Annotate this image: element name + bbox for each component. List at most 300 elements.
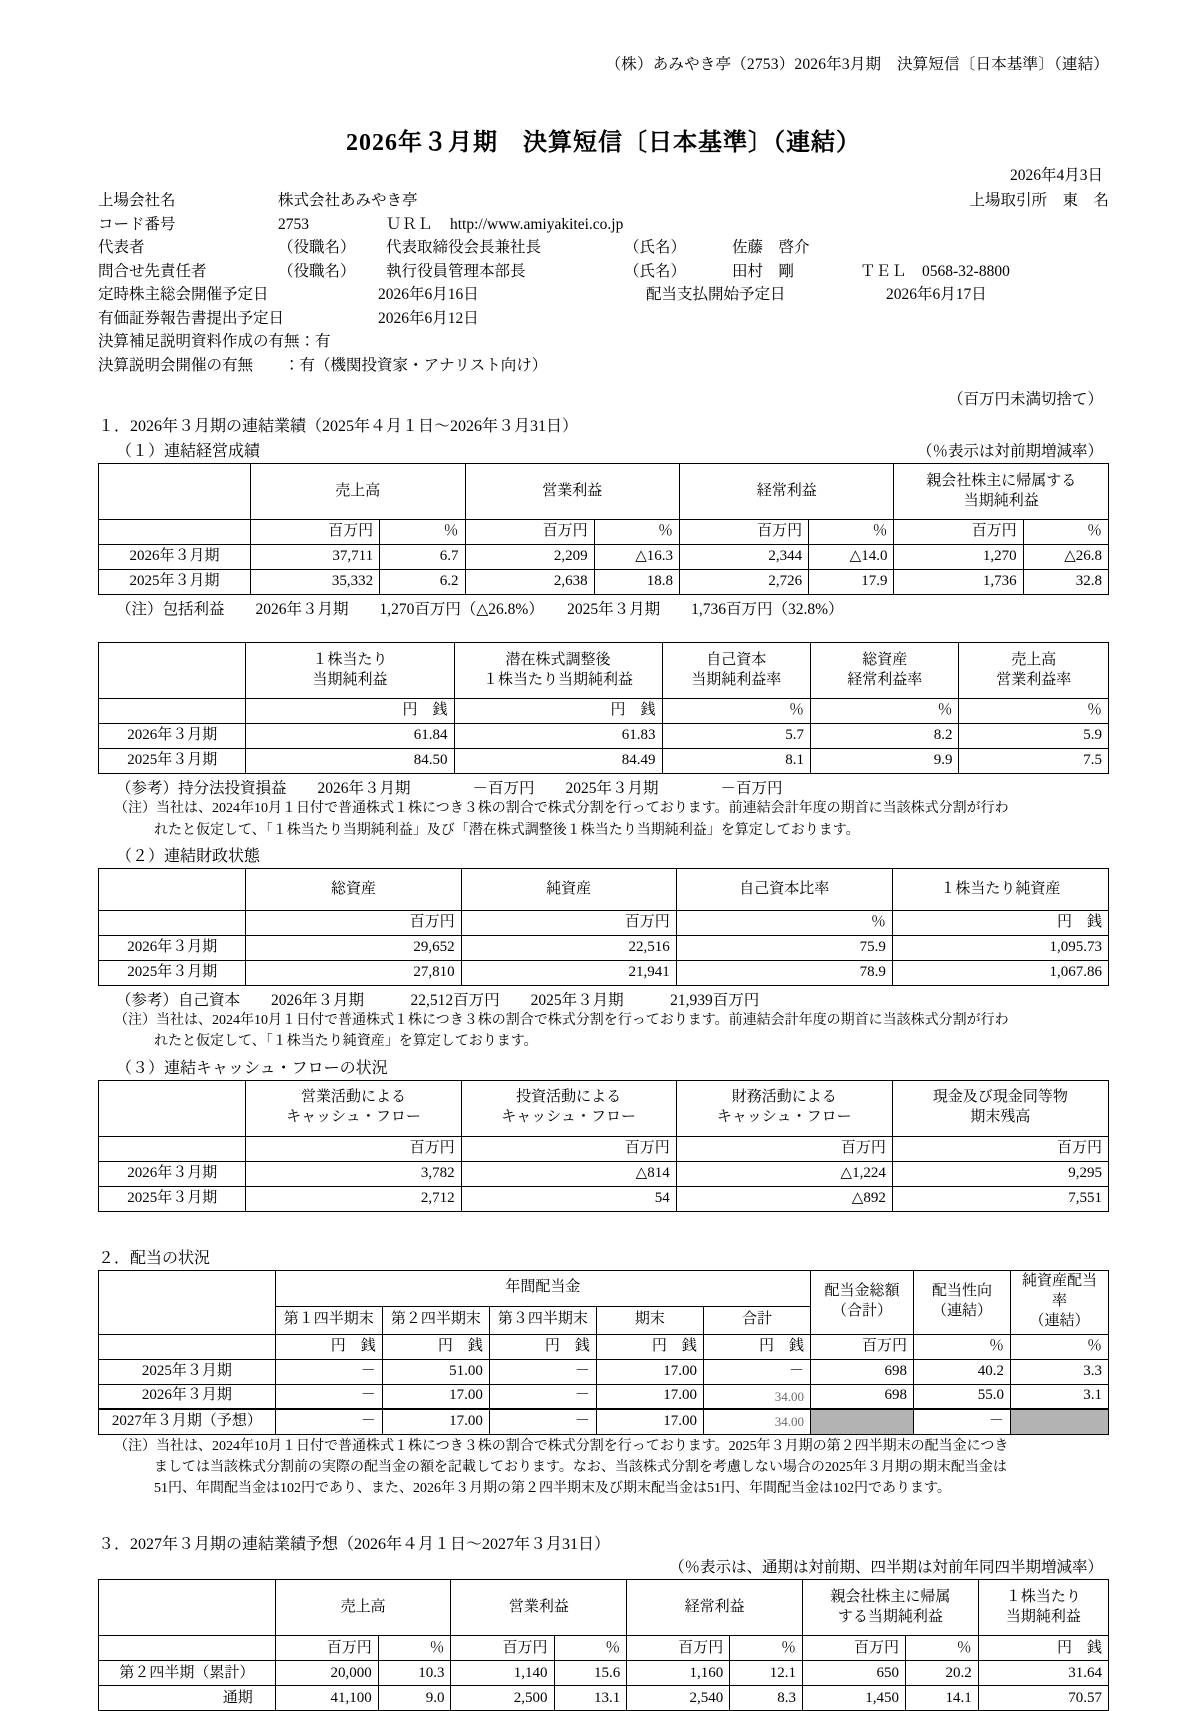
cash-flow-table: [98, 1080, 1109, 1212]
unit-cell: 円 銭: [275, 1334, 382, 1359]
data-cell: 2,500: [451, 1686, 554, 1711]
data-cell: 2,209: [465, 545, 594, 570]
data-cell: 75.9: [676, 935, 892, 960]
briefing-label: 決算説明会開催の有無 ：: [98, 356, 300, 374]
unit-row: [99, 520, 1109, 545]
col-header-line2: 当期純利益: [1005, 1608, 1081, 1625]
table-row: [99, 1686, 1109, 1711]
table-row-forecast: [99, 1409, 1109, 1434]
data-cell: 6.7: [380, 545, 465, 570]
contact-name: 田村 剛: [732, 262, 795, 280]
data-cell: △16.3: [594, 545, 679, 570]
contact-label: 問合せ先責任者: [98, 262, 207, 280]
exchange-group: [969, 189, 1109, 213]
data-cell: 61.83: [454, 724, 662, 749]
unit-cell: ％: [1023, 520, 1108, 545]
col-header-diluted-eps: [454, 643, 662, 699]
dividend-pay-date: 2026年6月17日: [886, 286, 987, 304]
data-cell: 5.7: [662, 724, 810, 749]
dividend-note-line3: 51円、年間配当金は102円であり、また、2026年３月期の第２四半期末及び期末配当金は51円、年間配当金は102円であります。: [154, 1481, 951, 1497]
data-cell: 12.1: [730, 1661, 803, 1686]
exchange-value: 東 名: [1062, 192, 1109, 209]
data-cell: 17.00: [596, 1384, 703, 1409]
col-header-line2: 経常利益率: [847, 671, 923, 688]
data-cell: 1,095.73: [892, 935, 1108, 960]
row-label: 2026年３月期: [99, 1384, 276, 1409]
col-header-line2: 期末残高: [970, 1109, 1031, 1126]
data-cell: 17.00: [596, 1359, 703, 1384]
identity-row-briefing: [98, 354, 1109, 378]
col-header-line1: 投資活動による: [516, 1089, 622, 1106]
rounding-note: （百万円未満切捨て）: [947, 391, 1103, 409]
data-cell: 5.9: [959, 724, 1109, 749]
col-header-line1: 純資産配当率: [1021, 1273, 1097, 1310]
contact-post: 執行役員管理本部長: [386, 262, 526, 280]
col-header-line2: 営業利益率: [996, 671, 1072, 688]
identity-row-contact: [98, 260, 1109, 284]
table-row: [99, 1384, 1109, 1409]
unit-cell: 百万円: [451, 1636, 554, 1661]
unit-row: [99, 1636, 1109, 1661]
col-header-line2: （連結）: [1029, 1312, 1090, 1329]
table-row: [99, 935, 1109, 960]
data-cell: 1,140: [451, 1661, 554, 1686]
unit-cell: ％: [380, 520, 465, 545]
col-header-net-sales: 売上高: [275, 1580, 451, 1636]
data-cell: 84.50: [246, 749, 454, 774]
unit-row-label: [99, 910, 246, 935]
unit-cell: 百万円: [465, 520, 594, 545]
col-header-operating-margin: [959, 643, 1109, 699]
table-row: [99, 1161, 1109, 1186]
data-cell: 35,332: [251, 570, 380, 595]
row-label: 2025年３月期: [99, 1186, 246, 1211]
unit-cell: 百万円: [246, 910, 461, 935]
corner-cell: [99, 868, 246, 910]
data-cell: 41,100: [275, 1686, 378, 1711]
data-cell: 2,726: [679, 570, 808, 595]
col-header-operating-income: 営業利益: [465, 464, 679, 520]
dividend-note-line2: ましては当該株式分割前の実際の配当金の額を記載しております。なお、当該株式分割を考慮しない場合の2025年３月期の期末配当金は: [154, 1459, 1007, 1475]
corner-cell: [99, 1270, 276, 1334]
col-header-roe: [662, 643, 810, 699]
unit-cell: ％: [905, 1636, 978, 1661]
data-cell: 34.00: [703, 1409, 810, 1434]
col-header-total-assets: 総資産: [246, 868, 461, 910]
data-cell: －: [914, 1409, 1011, 1434]
unit-cell: 百万円: [461, 1136, 676, 1161]
corner-cell: [99, 464, 251, 520]
unit-row-label: [99, 1636, 276, 1661]
data-cell: 78.9: [676, 960, 892, 985]
col-header-line1: 現金及び現金同等物: [932, 1089, 1068, 1106]
col-header-equity-ratio: 自己資本比率: [676, 868, 892, 910]
col-header-ordinary-income: 経常利益: [627, 1580, 803, 1636]
section1-sub1-heading: （１）連結経営成績: [116, 443, 261, 461]
col-header-line2: する当期純利益: [837, 1608, 943, 1625]
data-cell: 21,941: [461, 960, 676, 985]
representative-name: 佐藤 啓介: [732, 239, 810, 257]
row-label: 2027年３月期（予想）: [99, 1409, 276, 1434]
data-cell: 3.3: [1010, 1359, 1108, 1384]
data-cell: 17.00: [382, 1409, 489, 1434]
row-label: 通期: [99, 1686, 276, 1711]
data-cell: △814: [461, 1161, 676, 1186]
unit-cell: 円 銭: [246, 699, 454, 724]
data-cell: 2,540: [627, 1686, 730, 1711]
row-label: 2025年３月期: [99, 749, 246, 774]
data-cell: 17.00: [596, 1409, 703, 1434]
unit-cell: ％: [554, 1636, 627, 1661]
section3-heading: ３．2027年３月期の連結業績予想（2026年４月１日～2027年３月31日）: [98, 1536, 611, 1554]
representative-label: 代表者: [98, 239, 145, 257]
url-value[interactable]: http://www.amiyakitei.co.jp: [450, 215, 624, 233]
col-header-cash-balance: [892, 1080, 1108, 1136]
unit-row: [99, 1334, 1109, 1359]
stock-split-note-2-line1: （注）当社は、2024年10月１日付で普通株式１株につき３株の割合で株式分割を行っております。前連結会計年度の期首に当該株式分割が行わ: [114, 1012, 1009, 1028]
data-cell: 2,344: [679, 545, 808, 570]
data-cell: －: [275, 1384, 382, 1409]
col-header-line2: （合計）: [831, 1303, 892, 1320]
unit-cell: ％: [662, 699, 810, 724]
data-cell: 14.1: [905, 1686, 978, 1711]
identity-row-representative: [98, 236, 1109, 260]
data-cell: 17.9: [809, 570, 894, 595]
col-header-total: 合計: [703, 1306, 810, 1334]
data-cell: 40.2: [914, 1359, 1011, 1384]
unit-cell: 円 銭: [454, 699, 662, 724]
representative-post: 代表取締役会長兼社長: [386, 239, 542, 257]
data-cell: 698: [810, 1359, 913, 1384]
data-cell: 54: [461, 1186, 676, 1211]
unit-row: [99, 1136, 1109, 1161]
col-header-roa: [811, 643, 959, 699]
unit-cell: 百万円: [802, 1636, 905, 1661]
representative-post-label: （役職名）: [278, 239, 356, 257]
unit-cell: 円 銭: [382, 1334, 489, 1359]
col-header-dividend-on-equity: [1010, 1270, 1108, 1334]
unit-cell: 百万円: [894, 520, 1023, 545]
col-header-eps: [246, 643, 454, 699]
data-cell: 3,782: [246, 1161, 461, 1186]
row-label: 2026年３月期: [99, 1161, 246, 1186]
running-header: （株）あみやき亭（2753）2026年3月期 決算短信〔日本基準〕（連結）: [605, 56, 1109, 73]
url-label: ＵＲＬ: [386, 215, 433, 233]
table-row: [99, 545, 1109, 570]
per-share-indicators-table: [98, 642, 1109, 774]
unit-cell: ％: [594, 520, 679, 545]
data-cell: 17.00: [382, 1384, 489, 1409]
row-label: 2025年３月期: [99, 570, 251, 595]
unit-cell: 百万円: [676, 1136, 892, 1161]
col-header-total-dividend: [810, 1270, 913, 1334]
section1-sub1-heading-row: [98, 438, 1109, 461]
data-cell: 27,810: [246, 960, 461, 985]
col-header-ordinary-income: 経常利益: [679, 464, 893, 520]
col-header-payout-ratio: [914, 1270, 1011, 1334]
table-row: [99, 1359, 1109, 1384]
data-cell: 8.3: [730, 1686, 803, 1711]
data-cell: －: [275, 1409, 382, 1434]
data-cell: 650: [802, 1661, 905, 1686]
section2-heading: ２．配当の状況: [98, 1249, 211, 1267]
data-cell: 20,000: [275, 1661, 378, 1686]
unit-cell: ％: [809, 520, 894, 545]
table-row: [99, 1186, 1109, 1211]
table-header-row: [99, 868, 1109, 910]
table-row: [99, 960, 1109, 985]
exchange-label: 上場取引所: [969, 192, 1047, 209]
data-cell: 84.49: [454, 749, 662, 774]
table-header-row: [99, 1580, 1109, 1636]
data-cell: △892: [676, 1186, 892, 1211]
data-cell: △14.0: [809, 545, 894, 570]
dividend-table: [98, 1270, 1109, 1435]
data-cell: －: [703, 1359, 810, 1384]
col-header-financing-cf: [676, 1080, 892, 1136]
supplement-value: 有: [315, 333, 331, 351]
briefing-value: 有（機関投資家・アナリスト向け）: [299, 356, 548, 374]
stock-split-note-1-line1: （注）当社は、2024年10月１日付で普通株式１株につき３株の割合で株式分割を行っております。前連結会計年度の期首に当該株式分割が行わ: [114, 801, 1009, 817]
unit-cell: 百万円: [251, 520, 380, 545]
col-header-net-income: [802, 1580, 978, 1636]
forecast-table: [98, 1579, 1109, 1711]
col-header-line2: 当期純利益: [312, 671, 388, 688]
identity-row-code: [98, 213, 1109, 237]
unit-cell: 円 銭: [596, 1334, 703, 1359]
securities-report-label: 有価証券報告書提出予定日: [98, 309, 285, 327]
company-identity-block: [98, 189, 1109, 377]
unit-cell: ％: [1010, 1334, 1108, 1359]
row-label: 2026年３月期: [99, 724, 246, 749]
corner-cell: [99, 1580, 276, 1636]
unit-row: [99, 699, 1109, 724]
col-header-line1: １株当たり: [1005, 1589, 1081, 1606]
col-header-line2: キャッシュ・フロー: [716, 1109, 852, 1126]
unit-row: [99, 910, 1109, 935]
col-header-line2: 当期純利益率: [691, 671, 782, 688]
data-cell: 20.2: [905, 1661, 978, 1686]
col-header-line1: 財務活動による: [731, 1089, 837, 1106]
col-header-net-income-line2: 当期純利益: [963, 492, 1039, 509]
col-header-q1: 第１四半期末: [275, 1306, 382, 1334]
unit-cell: ％: [914, 1334, 1011, 1359]
unit-cell: 百万円: [892, 1136, 1108, 1161]
data-cell: 1,160: [627, 1661, 730, 1686]
data-cell: 7,551: [892, 1186, 1108, 1211]
securities-report-date: 2026年6月12日: [378, 309, 479, 327]
col-header-eps: [978, 1580, 1108, 1636]
unit-row-label: [99, 520, 251, 545]
section1-sub1-note: （％表示は対前期増減率）: [916, 443, 1103, 461]
equity-method-note: （参考）持分法投資損益 2026年３月期 －百万円 2025年３月期 －百万円: [116, 780, 783, 798]
contact-post-label: （役職名）: [278, 262, 356, 280]
data-cell: 61.84: [246, 724, 454, 749]
data-cell: 9.9: [811, 749, 959, 774]
data-cell: 1,450: [802, 1686, 905, 1711]
data-cell: 29,652: [246, 935, 461, 960]
col-header-operating-cf: [246, 1080, 461, 1136]
col-header-line1: 潜在株式調整後: [505, 652, 611, 669]
data-cell: 70.57: [978, 1686, 1108, 1711]
row-label: 第２四半期（累計）: [99, 1661, 276, 1686]
col-header-line2: キャッシュ・フロー: [501, 1109, 636, 1126]
page-title: 2026年３月期 決算短信〔日本基準〕（連結）: [346, 130, 861, 156]
col-header-line2: キャッシュ・フロー: [286, 1109, 421, 1126]
col-header-q2: 第２四半期末: [382, 1306, 489, 1334]
data-cell: 10.3: [378, 1661, 451, 1686]
data-cell: 2,712: [246, 1186, 461, 1211]
code-label: コード番号: [98, 215, 176, 233]
table-header-row-group: [99, 1270, 1109, 1306]
col-header-line2: １株当たり当期純利益: [483, 671, 634, 688]
section1-sub3-heading: （３）連結キャッシュ・フローの状況: [116, 1059, 388, 1077]
comprehensive-income-note: （注）包括利益 2026年３月期 1,270百万円（△26.8%） 2025年３月期 1,736百万円（32.8%）: [116, 601, 844, 619]
data-cell: 51.00: [382, 1359, 489, 1384]
data-cell: 37,711: [251, 545, 380, 570]
identity-row-report: [98, 307, 1109, 331]
unit-row-label: [99, 1136, 246, 1161]
identity-row-supplement: [98, 330, 1109, 354]
data-cell: 3.1: [1010, 1384, 1108, 1409]
corner-cell: [99, 643, 246, 699]
data-cell: 31.64: [978, 1661, 1108, 1686]
data-cell: －: [489, 1359, 596, 1384]
unit-row-label: [99, 699, 246, 724]
section1-heading: １．2026年３月期の連結業績（2025年４月１日～2026年３月31日）: [98, 418, 579, 436]
col-header-line1: 親会社株主に帰属: [830, 1589, 951, 1606]
data-cell: 18.8: [594, 570, 679, 595]
col-header-net-assets: 純資産: [461, 868, 676, 910]
tel-label: ＴＥＬ: [860, 262, 907, 280]
data-cell: 13.1: [554, 1686, 627, 1711]
dividend-pay-label: 配当支払開始予定日: [646, 286, 786, 304]
agm-date: 2026年6月16日: [378, 286, 479, 304]
unit-cell: 百万円: [810, 1334, 913, 1359]
row-label: 2025年３月期: [99, 960, 246, 985]
unit-cell: 百万円: [246, 1136, 461, 1161]
table-header-row: [99, 643, 1109, 699]
data-cell: 22,516: [461, 935, 676, 960]
data-cell: 1,736: [894, 570, 1023, 595]
unit-cell: ％: [959, 699, 1109, 724]
data-cell: 32.8: [1023, 570, 1108, 595]
col-header-net-income-line1: 親会社株主に帰属する: [926, 473, 1077, 490]
row-label: 2026年３月期: [99, 935, 246, 960]
col-header-line2: （連結）: [931, 1303, 992, 1320]
table-row: [99, 749, 1109, 774]
col-header-line1: 売上高: [1011, 652, 1057, 669]
data-cell: 6.2: [380, 570, 465, 595]
consolidated-results-table: [98, 463, 1109, 595]
col-header-annual-dividend: 年間配当金: [275, 1270, 810, 1306]
col-header-line1: １株当たり: [312, 652, 388, 669]
data-cell: 8.1: [662, 749, 810, 774]
col-header-line1: 総資産: [862, 652, 908, 669]
col-header-line1: 配当性向: [931, 1283, 992, 1300]
col-header-line1: 営業活動による: [301, 1089, 407, 1106]
financial-position-table: [98, 868, 1109, 986]
unit-cell: 百万円: [275, 1636, 378, 1661]
table-row: [99, 570, 1109, 595]
unit-row-label: [99, 1334, 276, 1359]
table-header-row: [99, 1080, 1109, 1136]
unit-cell: 円 銭: [978, 1636, 1108, 1661]
data-cell: △26.8: [1023, 545, 1108, 570]
company-name-label: 上場会社名: [98, 192, 176, 209]
data-cell: －: [489, 1409, 596, 1434]
row-label: 2026年３月期: [99, 545, 251, 570]
col-header-line1: 配当金総額: [824, 1283, 900, 1300]
data-cell: －: [275, 1359, 382, 1384]
col-header-bps: １株当たり純資産: [892, 868, 1108, 910]
unit-cell: 百万円: [461, 910, 676, 935]
data-cell: 9,295: [892, 1161, 1108, 1186]
code-value: 2753: [278, 215, 309, 233]
unit-cell: ％: [811, 699, 959, 724]
table-row: [99, 724, 1109, 749]
data-cell: 55.0: [914, 1384, 1011, 1409]
col-header-year-end: 期末: [596, 1306, 703, 1334]
tel-value: 0568-32-8800: [922, 262, 1010, 280]
contact-name-label: （氏名）: [624, 262, 687, 280]
data-cell: 8.2: [811, 724, 959, 749]
data-cell: 1,067.86: [892, 960, 1108, 985]
shareholders-equity-note: （参考）自己資本 2026年３月期 22,512百万円 2025年３月期 21,939百万円: [116, 991, 760, 1009]
data-cell: 15.6: [554, 1661, 627, 1686]
col-header-line1: 自己資本: [706, 652, 767, 669]
unit-cell: ％: [378, 1636, 451, 1661]
unit-cell: ％: [676, 910, 892, 935]
supplement-label: 決算補足説明資料作成の有無：: [98, 333, 316, 351]
data-cell: 698: [810, 1384, 913, 1409]
col-header-net-sales: 売上高: [251, 464, 465, 520]
unit-cell: 百万円: [627, 1636, 730, 1661]
data-cell: 7.5: [959, 749, 1109, 774]
data-cell: 2,638: [465, 570, 594, 595]
agm-label: 定時株主総会開催予定日: [98, 286, 269, 304]
company-name-value: 株式会社あみやき亭: [278, 192, 418, 209]
col-header-q3: 第３四半期末: [489, 1306, 596, 1334]
data-cell: 9.0: [378, 1686, 451, 1711]
unit-cell: 百万円: [679, 520, 808, 545]
unit-cell: 円 銭: [489, 1334, 596, 1359]
data-cell: 34.00: [703, 1384, 810, 1409]
identity-row-company: [98, 189, 1109, 213]
stock-split-note-2-line2: れたと仮定して、「１株当たり純資産」を算定しております。: [154, 1034, 538, 1050]
col-header-net-income: [894, 464, 1109, 520]
stock-split-note-1-line2: れたと仮定して、「１株当たり当期純利益」及び「潜在株式調整後１株当たり当期純利益」を算定しております。: [154, 822, 860, 838]
table-row: [99, 1661, 1109, 1686]
representative-name-label: （氏名）: [624, 239, 687, 257]
release-date: 2026年4月3日: [1009, 167, 1103, 184]
dividend-note-line1: （注）当社は、2024年10月１日付で普通株式１株につき３株の割合で株式分割を行っております。2025年３月期の第２四半期末の配当金につき: [114, 1438, 1009, 1454]
col-header-investing-cf: [461, 1080, 676, 1136]
table-header-row: [99, 464, 1109, 520]
col-header-operating-income: 営業利益: [451, 1580, 627, 1636]
data-cell: 1,270: [894, 545, 1023, 570]
corner-cell: [99, 1080, 246, 1136]
data-cell-shaded: [810, 1409, 913, 1434]
data-cell: －: [489, 1384, 596, 1409]
identity-row-agm: [98, 283, 1109, 307]
unit-cell: 円 銭: [892, 910, 1108, 935]
section1-sub2-heading: （２）連結財政状態: [116, 847, 261, 865]
data-cell: △1,224: [676, 1161, 892, 1186]
data-cell-shaded: [1010, 1409, 1108, 1434]
row-label: 2025年３月期: [99, 1359, 276, 1384]
unit-cell: ％: [730, 1636, 803, 1661]
